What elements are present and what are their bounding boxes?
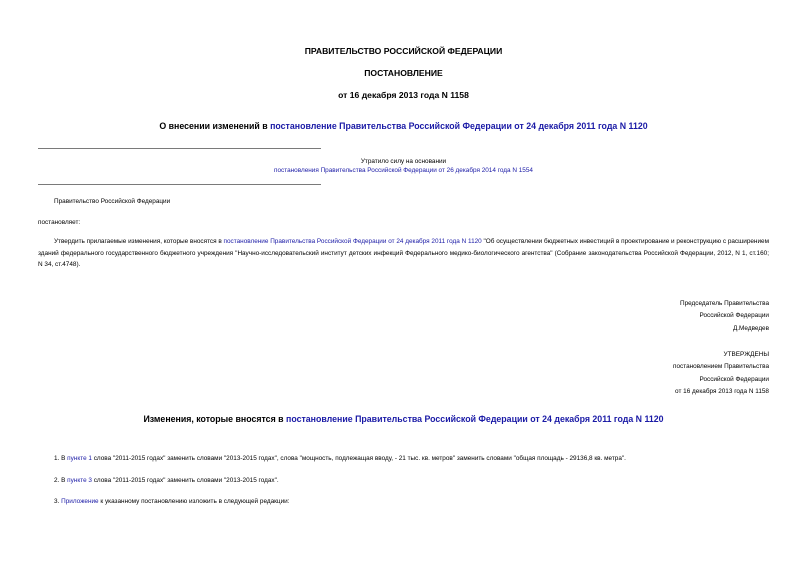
signature-block — [500, 298, 769, 335]
change-item-2-link[interactable]: пункте 3 — [67, 477, 92, 484]
resolution-paragraph-link[interactable]: постановление Правительства Российской Федерации от 24 декабря 2011 года N 1120 — [223, 238, 482, 245]
signature-country: Российской Федерации — [699, 312, 769, 320]
change-item-3 — [54, 497, 774, 506]
repeal-notice-text: Утратило силу на основании — [360, 158, 447, 165]
government-heading: ПРАВИТЕЛЬСТВО РОССИЙСКОЙ ФЕДЕРАЦИИ — [304, 46, 503, 56]
change-item-2 — [54, 476, 774, 485]
signature-name: Д.Медведев — [732, 324, 769, 332]
resolution-paragraph-prefix: Утвердить прилагаемые изменения, которые вносятся в — [54, 238, 224, 245]
decides-label: постановляет: — [38, 219, 81, 226]
change-item-1-link[interactable]: пункте 1 — [67, 455, 92, 462]
changes-title — [0, 414, 807, 424]
change-item-2-suffix: слова "2011-2015 годах" заменить словами "2013-2015 годах". — [91, 477, 279, 484]
repeal-basis-link[interactable]: постановления Правительства Российской Федерации от 26 декабря 2014 года N 1554 — [274, 167, 533, 175]
approval-heading: УТВЕРЖДЕНЫ — [723, 351, 769, 358]
resolution-paragraph-suffix: "Об осуществлении бюджетных инвестиций в проектирование и реконструкцию с расширением зданий федерального государственного бюджетного учреждения "Научно-исследовательский институт детских инфекций Федерального медико-биологического агентства" (Собрание законодательства Российской Федерации, 2012, N 1, ст.160; N 34, ст.4748). — [38, 238, 769, 268]
government-subject: Правительство Российской Федерации — [54, 198, 171, 205]
changes-title-prefix: Изменения, которые вносятся в — [143, 414, 287, 424]
signature-position: Председатель Правительства — [680, 300, 769, 307]
document-date-number: от 16 декабря 2013 года N 1158 — [338, 90, 469, 100]
approval-line-3: Российской Федерации — [699, 375, 769, 383]
approval-line-4: от 16 декабря 2013 года N 1158 — [675, 387, 769, 395]
approval-block — [500, 349, 769, 398]
title-resolution-link[interactable]: постановление Правительства Российской Федерации от 24 декабря 2011 года N 1120 — [270, 121, 648, 131]
change-item-3-suffix: к указанному постановлению изложить в следующей редакции: — [98, 498, 290, 505]
change-item-1 — [54, 454, 774, 463]
changes-title-link[interactable]: постановление Правительства Российской Федерации от 24 декабря 2011 года N 1120 — [286, 414, 664, 424]
document-title-prefix: О внесении изменений в — [159, 121, 271, 131]
document-type: ПОСТАНОВЛЕНИЕ — [364, 68, 443, 78]
document-title — [0, 121, 807, 131]
change-item-2-prefix: 2. В — [54, 477, 68, 484]
change-item-1-prefix: 1. В — [54, 455, 68, 462]
repeal-notice — [0, 157, 807, 176]
change-item-3-prefix: 3. — [54, 498, 62, 505]
divider-bottom — [38, 184, 321, 185]
divider-top — [38, 148, 321, 149]
approval-line-2: постановлением Правительства — [673, 363, 769, 371]
change-item-3-link[interactable]: Приложение — [61, 498, 99, 505]
resolution-paragraph — [38, 236, 769, 271]
change-item-1-suffix: слова "2011-2015 годах" заменить словами "2013-2015 годах", слова "мощность, подлежащая вводу, - 21 тыс. кв. метров" заменить словами "общая площадь - 29136,8 кв. метра". — [91, 455, 626, 462]
